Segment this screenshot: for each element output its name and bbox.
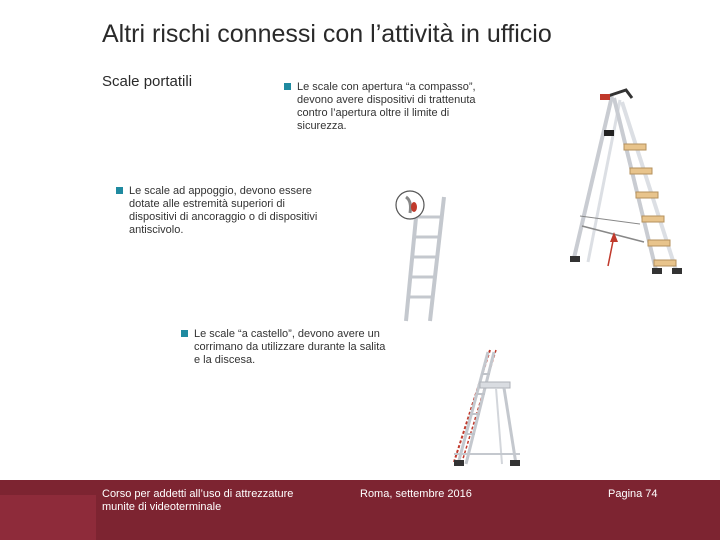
slide-title: Altri rischi connessi con l’attività in ufficio xyxy=(102,20,552,48)
footer-accent xyxy=(0,495,96,540)
compass-ladder-image xyxy=(560,86,688,278)
bullet-tower-ladder xyxy=(181,328,421,367)
bullet-compass-ladder xyxy=(284,81,524,133)
footer-course: Corso per addetti all’uso di attrezzature munite di videoterminale xyxy=(102,488,294,513)
leaning-ladder-image xyxy=(390,183,460,323)
bullet-square-icon xyxy=(284,83,291,90)
footer-place-date: Roma, settembre 2016 xyxy=(360,488,472,500)
bullet-text: Le scale con apertura “a compasso”, devono avere dispositivi di trattenuta contro l’apertura oltre il limite di sicurezza. xyxy=(297,81,476,132)
bullet-leaning-ladder xyxy=(116,185,356,237)
bullet-text: Le scale “a castello”, devono avere un corrimano da utilizzare durante la salita e la discesa. xyxy=(194,328,386,366)
tower-ladder-image xyxy=(444,344,528,468)
footer-page-number: Pagina 74 xyxy=(608,488,658,500)
bullet-square-icon xyxy=(181,330,188,337)
bullet-square-icon xyxy=(116,187,123,194)
slide-subtitle: Scale portatili xyxy=(102,73,193,90)
bullet-text: Le scale ad appoggio, devono essere dotate alle estremità superiori di dispositivi di ancoraggio o di dispositivi antiscivolo. xyxy=(129,185,318,236)
